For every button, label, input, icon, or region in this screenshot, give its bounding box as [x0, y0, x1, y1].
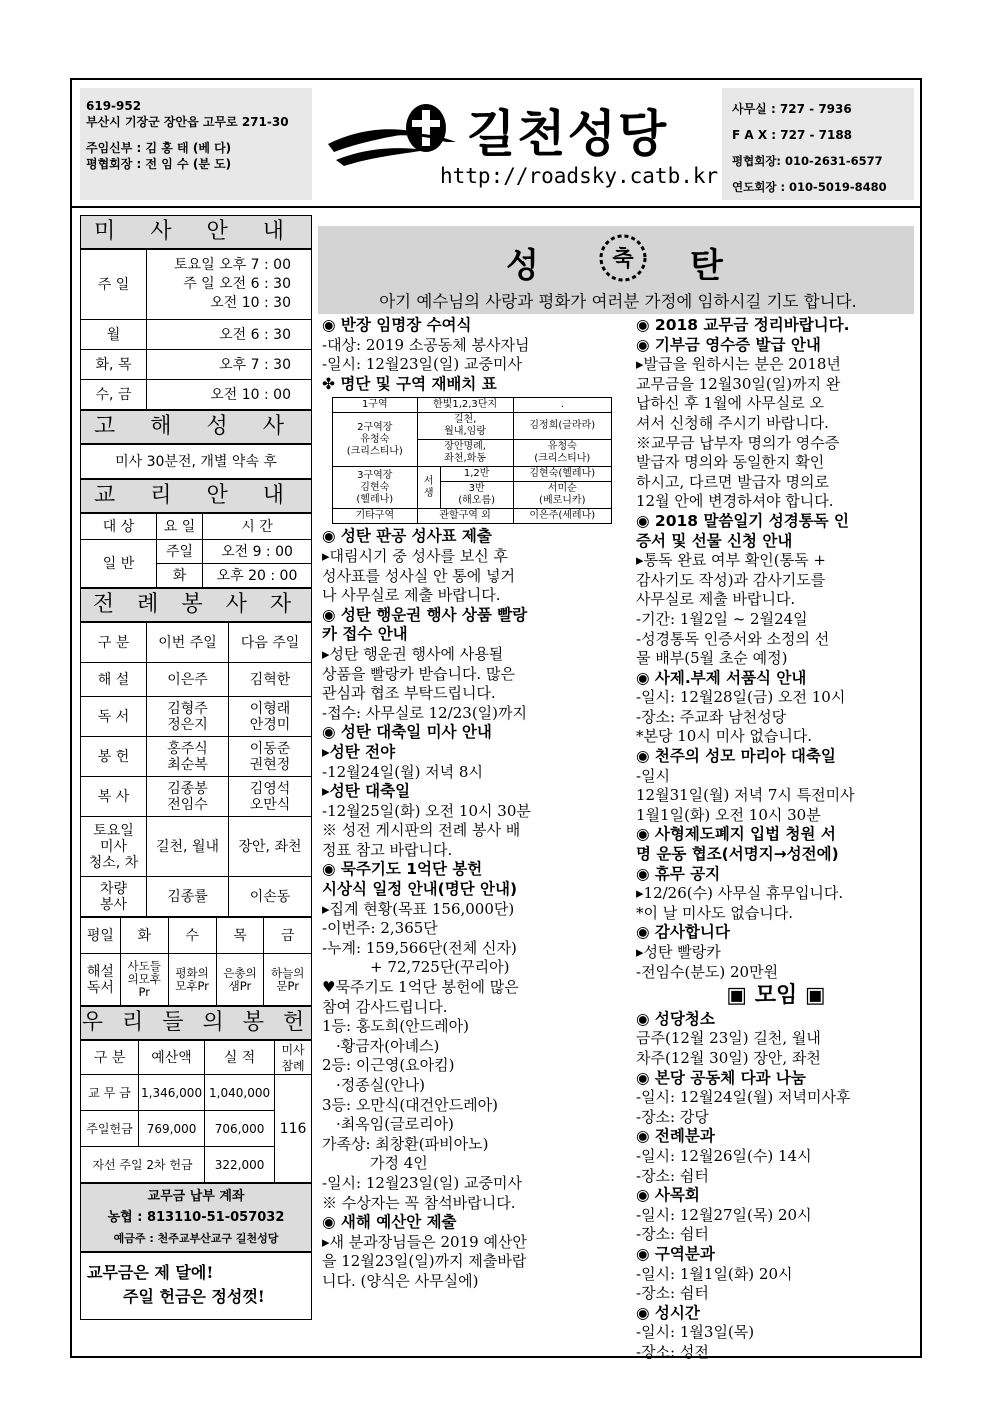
- catechism-target: 일 반: [81, 540, 157, 588]
- zone-cell: 서미순 (베로니카): [513, 482, 611, 509]
- notice-line: 셔서 신청해 주시기 바랍니다.: [636, 413, 829, 432]
- zone-cell: 기타구역: [333, 509, 418, 524]
- notice-line: -일시: 12월28일(금) 오전 10시: [636, 688, 846, 707]
- banner-subtitle: 아기 예수님의 사랑과 평화가 여러분 가정에 임하시길 기도 합니다.: [379, 292, 857, 311]
- weekday-head: 수: [168, 918, 216, 954]
- notice-line: 을 12월23일(일)까지 제출바랍: [322, 1252, 527, 1271]
- weekday-head: 금: [264, 918, 312, 954]
- mass-day: 수, 금: [81, 380, 147, 410]
- notice-line: ·정종실(안나): [336, 1076, 425, 1094]
- offering-head: 실 적: [205, 1041, 275, 1075]
- sidebar: [80, 215, 312, 1350]
- header: [72, 80, 920, 208]
- notice-line: ♥묵주기도 1억단 봉헌에 많은: [322, 978, 519, 997]
- liturgy-cell: 김혁한: [229, 663, 312, 697]
- notice-line: -누계: 159,566단(전체 신자): [322, 938, 517, 957]
- notice-line: ▸통독 완료 여부 확인(통독 +: [636, 551, 826, 570]
- offering-title: 우 리 들 의 봉 헌: [80, 1006, 312, 1040]
- notice-heading: ✤ 명단 및 구역 재배치 표: [322, 374, 497, 393]
- contact-box: [722, 88, 914, 200]
- account-holder: 예금주 : 천주교부산교구 길천성당: [113, 1232, 279, 1245]
- offering-label: 자선 주일 2차 헌금: [81, 1147, 205, 1183]
- catechism-time: 오후 20 : 00: [203, 564, 312, 588]
- notice-line: 가정 4인: [370, 1154, 428, 1173]
- liturgy-cell: 김영석 오만식: [229, 777, 312, 817]
- notice-line: -일시: 1월1일(화) 20시: [636, 1264, 793, 1283]
- notice-line: 1등: 홍도희(안드레아): [322, 1017, 469, 1036]
- confession-title: 고 해 성 사: [80, 410, 312, 444]
- notice-heading: ◉ 성탄 대축일 미사 안내: [322, 723, 492, 742]
- notice-line: -대상: 2019 소공동체 봉사자님: [322, 335, 530, 354]
- offering-table: [80, 1040, 312, 1183]
- liturgy-head: 구 분: [81, 623, 147, 663]
- catechism-day: 화: [157, 564, 203, 588]
- offering-budget: 1,346,000: [139, 1075, 205, 1111]
- confession-info: 미사 30분전, 개별 약속 후: [81, 445, 312, 479]
- notice-line: -장소: 쉼터: [636, 1166, 709, 1185]
- notice-heading: ◉ 성탄 판공 성사표 제출: [322, 527, 492, 546]
- notice-line: ▸성탄 빨랑카: [636, 943, 721, 961]
- notice-line: 12월31일(월) 저녁 7시 특전미사: [636, 786, 855, 805]
- notice-line: -기간: 1월2일 ~ 2월24일: [636, 609, 808, 628]
- liturgy-cell: 김형주 정은지: [147, 697, 229, 737]
- notice-heading: 카 접수 안내: [322, 625, 408, 644]
- main-content: [318, 226, 914, 1361]
- youth-phone: 연도회장 : 010-5019-8480: [732, 180, 887, 194]
- notice-line: ※ 성전 게시판의 전례 봉사 배: [322, 821, 521, 840]
- notice-heading: ◉ 사제.부제 서품식 안내: [636, 668, 807, 687]
- catechism-head: 대 상: [81, 514, 157, 540]
- office-phone: 사무실 : 727 - 7936: [732, 102, 852, 116]
- notice-line: 사무실로 제출 바랍니다.: [636, 590, 796, 609]
- offering-actual: 1,040,000: [205, 1075, 275, 1111]
- notice-line: -장소: 주교좌 남천성당: [636, 707, 787, 726]
- notice-line: ▸집계 현황(목표 156,000단): [322, 899, 515, 918]
- zone-cell: 1,2반: [440, 467, 513, 482]
- liturgy-cell: 홍주식 최순복: [147, 737, 229, 777]
- notice-heading: 명 운동 협조(서명지→성전에): [636, 845, 839, 864]
- liturgy-cell: 차량 봉사: [81, 877, 147, 917]
- moim-title: ▣ 모임 ▣: [726, 983, 826, 1009]
- notice-line: ▸대림시기 중 성사를 보신 후: [322, 546, 508, 565]
- mass-time: 오전 6 : 30: [147, 320, 312, 350]
- liturgy-cell: 김종률: [147, 877, 229, 917]
- zone-cell: 한빛1,2,3단지: [417, 398, 513, 413]
- notice-line: -12월25일(화) 오전 10시 30분: [322, 801, 531, 820]
- zone-cell: .: [513, 398, 611, 413]
- weekday-label: 해설 독서: [81, 954, 121, 1006]
- notice-line: -일시: 12월23일(일) 교중미사: [322, 1173, 522, 1192]
- catechism-title: 교 리 안 내: [80, 479, 312, 513]
- notice-line: -접수: 사무실로 12/23(일)까지: [322, 703, 528, 722]
- notice-heading: ◉ 반장 임명장 수여식: [322, 316, 472, 334]
- notice-heading: ◉ 묵주기도 1억단 봉헌: [322, 860, 483, 879]
- zone-cell: 3반 (해오름): [440, 482, 513, 509]
- liturgy-cell: 이은주: [147, 663, 229, 697]
- catechism-head: 시 간: [203, 514, 312, 540]
- notice-line: 금주(12월 23일) 길천, 월내: [636, 1029, 821, 1048]
- notice-heading: ◉ 천주의 성모 마리아 대축일: [636, 747, 836, 766]
- zone-cell: 3구역장 김현숙 (헬레나): [333, 467, 418, 509]
- laurel-emblem-icon: [594, 230, 652, 288]
- church-url[interactable]: http://roadsky.catb.kr: [440, 164, 719, 188]
- liturgy-cell: 해 설: [81, 663, 147, 697]
- slogan-line: 교무금은 제 달에!: [87, 1263, 214, 1282]
- mass-time-line: 오전 10 : 30: [210, 295, 291, 311]
- liturgy-head: 이번 주일: [147, 623, 229, 663]
- notice-line: 12월 안에 변경하셔야 합니다.: [636, 492, 834, 511]
- notice-line: -일시: 12월26일(수) 14시: [636, 1146, 812, 1165]
- notice-line: 납하신 후 1월에 사무실로 오: [636, 394, 825, 413]
- liturgy-cell: 김종봉 전임수: [147, 777, 229, 817]
- account-box: [80, 1183, 312, 1252]
- notice-line: ▸12/26(수) 사무실 휴무입니다.: [636, 884, 844, 903]
- council-president: 평협회장 : 전 임 수 (분 도): [86, 157, 232, 171]
- notice-line: -일시: 12월24일(월) 저녁미사후: [636, 1088, 851, 1107]
- notice-line: -이번주: 2,365단: [322, 919, 438, 938]
- offering-head: 구 분: [81, 1041, 139, 1075]
- fax: F A X : 727 - 7188: [732, 128, 853, 142]
- liturgy-cell: 길천, 월내: [147, 817, 229, 877]
- banner-left: 성: [506, 246, 539, 286]
- notice-heading: ◉ 구역분과: [636, 1244, 715, 1263]
- attendance: 116: [275, 1075, 312, 1183]
- notice-line: 니다. (양식은 사무실에): [322, 1271, 479, 1290]
- notice-heading: ◉ 성당청소: [636, 1009, 715, 1028]
- news-column-right: [636, 316, 916, 1362]
- mass-time: 오후 7 : 30: [147, 350, 312, 380]
- notice-line: -일시: 12월27일(목) 20시: [636, 1205, 812, 1224]
- liturgy-cell: 이형래 안경미: [229, 697, 312, 737]
- mass-table: [80, 249, 312, 410]
- pastor: 주임신부 : 김 홍 태 (베 다): [86, 141, 232, 155]
- catechism-day: 주일: [157, 540, 203, 564]
- liturgy-cell: 토요일 미사 청소, 차: [81, 817, 147, 877]
- liturgy-cell: 독 서: [81, 697, 147, 737]
- notice-line: 1월1일(화) 오전 10시 30분: [636, 805, 821, 824]
- notice-heading: ◉ 감사합니다: [636, 923, 730, 942]
- notice-line: -장소: 쉼터: [636, 1225, 709, 1244]
- liturgy-table: [80, 622, 312, 917]
- offering-head: 미사 참례: [275, 1041, 312, 1075]
- notice-heading: ▸성탄 대축일: [322, 782, 411, 801]
- mass-time: 오전 10 : 00: [147, 380, 312, 410]
- notice-line: 정표 참고 바랍니다.: [322, 840, 453, 859]
- notice-heading: ◉ 기부금 영수증 발급 안내: [636, 335, 821, 354]
- notice-line: 나 사무실로 제출 바랍니다.: [322, 586, 501, 605]
- notice-line: -일시: 1월3일(목): [636, 1323, 755, 1342]
- notice-line: 상품을 빨랑카 받습니다. 많은: [322, 664, 515, 683]
- notice-line: -12월24일(월) 저녁 8시: [322, 762, 483, 781]
- notice-line: -장소: 강당: [636, 1107, 709, 1126]
- notice-line: ·최옥임(글로리아): [336, 1115, 454, 1134]
- notice-line: ※ 수상자는 꼭 참석바랍니다.: [322, 1193, 516, 1212]
- zone-cell: 서 생: [417, 467, 440, 509]
- notice-line: ·황금자(아녜스): [336, 1036, 440, 1055]
- offering-head: 예산액: [139, 1041, 205, 1075]
- mass-day: 주 일: [81, 250, 147, 320]
- mass-day: 월: [81, 320, 147, 350]
- notice-line: ※교무금 납부자 명의가 영수증: [636, 433, 840, 452]
- notice-line: ▸성탄 행운권 행사에 사용될: [322, 644, 504, 663]
- mass-title: 미 사 안 내: [80, 215, 312, 249]
- notice-heading: 증서 및 선물 신청 안내: [636, 531, 793, 550]
- notice-heading: ◉ 2018 교무금 정리바랍니다.: [636, 316, 850, 334]
- notice-line: 하시고, 다르면 발급자 명의로: [636, 472, 829, 491]
- christmas-banner: [318, 226, 914, 314]
- liturgy-title: 전 례 봉 사 자: [80, 588, 312, 622]
- notice-line: -전임수(분도) 20만원: [636, 962, 779, 981]
- offering-label: 주일헌금: [81, 1111, 139, 1147]
- notice-heading: ◉ 2018 말씀일기 성경통독 인: [636, 511, 850, 530]
- notice-line: 관심과 협조 부탁드립니다.: [322, 684, 496, 703]
- church-logo: [322, 88, 717, 200]
- weekday-prae: 사도들 의모후 Pr: [120, 954, 168, 1006]
- notice-heading: ◉ 전례분과: [636, 1127, 715, 1146]
- banner-emblem: 축: [612, 247, 634, 272]
- account-title: 교무금 납부 계좌: [147, 1189, 245, 1204]
- notice-line: 차주(12월 30일) 장안, 좌천: [636, 1048, 821, 1067]
- mass-time-line: 주 일 오전 6 : 30: [183, 276, 291, 292]
- liturgy-cell: 이동준 권현정: [229, 737, 312, 777]
- liturgy-cell: 봉 헌: [81, 737, 147, 777]
- mass-times: [147, 250, 312, 320]
- slogan-box: [80, 1252, 312, 1320]
- notice-line: 감사기도 작성)과 감사기도를: [636, 570, 826, 589]
- notice-line: -장소: 성전: [636, 1342, 709, 1361]
- notice-line: -장소: 쉼터: [636, 1284, 709, 1303]
- address-box: [80, 88, 312, 200]
- catechism-table: [80, 513, 312, 588]
- weekday-head: 목: [216, 918, 264, 954]
- offering-budget: 769,000: [139, 1111, 205, 1147]
- notice-heading: 시상식 일정 안내(명단 안내): [322, 880, 518, 899]
- liturgy-cell: 장안, 좌천: [229, 817, 312, 877]
- notice-line: 교무금을 12월30일(일)까지 완: [636, 374, 841, 393]
- banner-right: 탄: [690, 246, 723, 286]
- notice-heading: ◉ 본당 공동체 다과 나눔: [636, 1068, 806, 1087]
- liturgy-cell: 이손동: [229, 877, 312, 917]
- zone-cell: 김정희(글라라): [513, 413, 611, 440]
- weekday-table: [80, 917, 312, 1006]
- notice-line: 3등: 오만식(대건안드레아): [322, 1095, 498, 1114]
- zone-cell: 길천, 월내,임랑: [417, 413, 513, 440]
- offering-label: 교 무 금: [81, 1075, 139, 1111]
- postal-code: 619-952: [86, 99, 142, 113]
- weekday-prae: 하늘의 문Pr: [264, 954, 312, 1006]
- liturgy-cell: 복 사: [81, 777, 147, 817]
- confession-table: [80, 444, 312, 479]
- weekday-head: 평일: [81, 918, 121, 954]
- mass-day: 화, 목: [81, 350, 147, 380]
- notice-line: 발급자 명의와 동일한지 확인: [636, 453, 825, 472]
- notice-heading: ▸성탄 전야: [322, 742, 396, 761]
- church-name: 길천성당: [467, 105, 669, 163]
- zone-table: [332, 397, 612, 524]
- account-number: 농협 : 813110-51-057032: [107, 1210, 285, 1225]
- notice-line: 참여 감사드립니다.: [322, 997, 448, 1016]
- catechism-time: 오전 9 : 00: [203, 540, 312, 564]
- notice-line: *본당 10시 미사 없습니다.: [636, 727, 813, 746]
- catechism-head: 요 일: [157, 514, 203, 540]
- notice-line: 성사표를 성사실 안 통에 넣거: [322, 566, 515, 585]
- notice-line: + 72,725단(꾸리아): [370, 958, 510, 977]
- weekday-prae: 평화의 모후Pr: [168, 954, 216, 1006]
- offering-actual: 706,000: [205, 1111, 275, 1147]
- notice-heading: ◉ 휴무 공지: [636, 864, 721, 883]
- notice-heading: ◉ 성시간: [636, 1303, 700, 1322]
- notice-line: 가족상: 최창환(파비아노): [322, 1134, 489, 1153]
- zone-cell: 유청숙 (크리스티나): [513, 440, 611, 467]
- notice-line: ▸발급을 원하시는 분은 2018년: [636, 355, 841, 374]
- mass-time-line: 토요일 오후 7 : 00: [174, 257, 291, 273]
- council-phone: 평협회장: 010-2631-6577: [732, 154, 883, 168]
- notice-heading: ◉ 사형제도폐지 입법 청원 서: [636, 825, 836, 844]
- notice-line: -일시: [636, 766, 671, 785]
- notice-line: *이 날 미사도 없습니다.: [636, 903, 793, 922]
- notice-line: ▸새 분과장님들은 2019 예산안: [322, 1232, 527, 1251]
- liturgy-head: 다음 주일: [229, 623, 312, 663]
- zone-cell: 김현숙(헬레나): [513, 467, 611, 482]
- news-column-left: [322, 316, 618, 1292]
- zone-cell: 이은주(세레나): [513, 509, 611, 524]
- notice-heading: ◉ 새해 예산안 제출: [322, 1213, 457, 1232]
- zone-cell: 1구역: [333, 398, 418, 413]
- weekday-prae: 은총의 샘Pr: [216, 954, 264, 1006]
- zone-cell: 2구역장 유청숙 (크리스티나): [333, 413, 418, 467]
- offering-actual: 322,000: [205, 1147, 275, 1183]
- zone-cell: 장안명례, 좌천,화동: [417, 440, 513, 467]
- address: 부산시 기장군 장안읍 고무로 271-30: [86, 115, 289, 129]
- zone-cell: 관할구역 외: [417, 509, 513, 524]
- slogan-line: 주일 헌금은 정성껏!: [123, 1287, 265, 1306]
- weekday-head: 화: [120, 918, 168, 954]
- notice-heading: ◉ 성탄 행운권 행사 상품 빨랑: [322, 605, 528, 624]
- notice-line: -일시: 12월23일(일) 교중미사: [322, 355, 522, 374]
- notice-line: 2등: 이근영(요아킴): [322, 1056, 455, 1075]
- notice-line: 물 배부(5월 초순 예정): [636, 649, 788, 668]
- notice-heading: ◉ 사목회: [636, 1186, 700, 1205]
- notice-line: -성경통독 인증서와 소정의 선: [636, 629, 830, 648]
